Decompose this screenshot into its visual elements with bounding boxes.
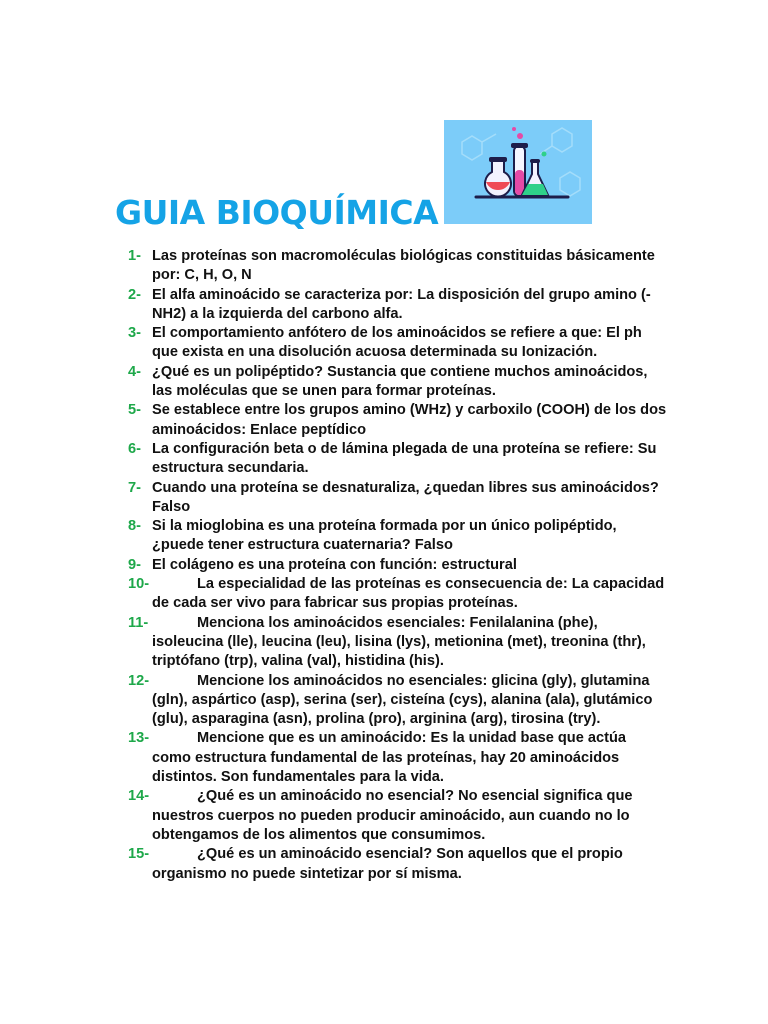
- item-text: Cuando una proteína se desnaturaliza, ¿quedan libres sus aminoácidos? Falso: [152, 479, 659, 515]
- list-item: [0, 440, 768, 479]
- item-text: Si la mioglobina es una proteína formada por un único polipéptido, ¿puede tener estructura cuaternaria? Falso: [152, 518, 617, 554]
- list-item: [0, 286, 768, 325]
- question-list: [0, 247, 768, 884]
- list-item: [0, 845, 768, 884]
- item-number: 7-: [128, 479, 141, 496]
- list-item: [0, 729, 768, 787]
- item-text: Mencione los aminoácidos no esenciales: glicina (gly), glutamina (gln), aspártico (asp), serina (ser), cisteína (cys), alanina (ala), glutámico (glu), asparagina (asn), prolina (pro), arginina (arg), tirosina (try).: [152, 672, 653, 728]
- item-number: 13-: [128, 730, 150, 747]
- list-item: [0, 247, 768, 286]
- item-text: La especialidad de las proteínas es consecuencia de: La capacidad de cada ser vivo para fabricar sus propias proteínas.: [152, 576, 665, 612]
- list-item: [0, 556, 768, 575]
- item-number: 14-: [128, 788, 150, 805]
- item-text: El comportamiento anfótero de los aminoácidos se refiere a que: El ph que exista en una disolución acuosa determinada su Ionización.: [152, 325, 642, 361]
- item-number: 15-: [128, 846, 150, 863]
- list-item: [0, 575, 768, 614]
- item-number: 5-: [128, 402, 141, 419]
- item-number: 9-: [128, 556, 141, 573]
- item-text: ¿Qué es un aminoácido no esencial? No esencial significa que nuestros cuerpos no pueden producir aminoácido, aun cuando no lo obtengamos de los alimentos que consumimos.: [152, 788, 633, 843]
- laboratory-flasks-icon: [444, 120, 592, 224]
- item-number: 4-: [128, 363, 141, 380]
- item-number: 12-: [128, 672, 150, 689]
- item-text: Mencione que es un aminoácido: Es la unidad base que actúa como estructura fundamental de las proteínas, hay 20 aminoácidos distintos. Son fundamentales para la vida.: [152, 730, 626, 786]
- list-item: [0, 401, 768, 440]
- item-text: ¿Qué es un aminoácido esencial? Son aquellos que el propio organismo no puede sintetizar por sí misma.: [152, 846, 623, 882]
- item-text: Se establece entre los grupos amino (WHz) y carboxilo (COOH) de los dos aminoácidos: Enlace peptídico: [152, 402, 667, 438]
- list-item: [0, 614, 768, 672]
- list-item: [0, 787, 768, 845]
- item-text: La configuración beta o de lámina plegada de una proteína se refiere: Su estructura secundaria.: [152, 440, 657, 477]
- page-title: GUIA BIOQUÍMICA: [115, 193, 439, 232]
- item-number: 11-: [128, 614, 149, 631]
- item-number: 2-: [128, 286, 141, 303]
- item-number: 1-: [128, 248, 141, 264]
- item-text: Menciona los aminoácidos esenciales: Fenilalanina (phe), isoleucina (lle), leucina (leu), lisina (lys), metionina (met), treonina (thr), triptófano (trp), valina (val), histidina (his).: [152, 614, 646, 670]
- item-number: 3-: [128, 325, 141, 342]
- item-text: El alfa aminoácido se caracteriza por: La disposición del grupo amino (-NH2) a la izquierda del carbono alfa.: [152, 286, 651, 322]
- item-text: ¿Qué es un polipéptido? Sustancia que contiene muchos aminoácidos, las moléculas que se unen para formar proteínas.: [152, 363, 648, 400]
- list-item: [0, 672, 768, 730]
- item-number: 10-: [128, 576, 150, 593]
- item-text: El colágeno es una proteína con función: estructural: [152, 556, 517, 573]
- item-number: 8-: [128, 518, 141, 535]
- item-text: Las proteínas son macromoléculas biológicas constituidas básicamente por: C, H, O, N: [152, 248, 655, 284]
- item-number: 6-: [128, 440, 141, 457]
- list-item: [0, 324, 768, 363]
- list-item: [0, 363, 768, 402]
- list-item: [0, 517, 768, 556]
- list-item: [0, 479, 768, 518]
